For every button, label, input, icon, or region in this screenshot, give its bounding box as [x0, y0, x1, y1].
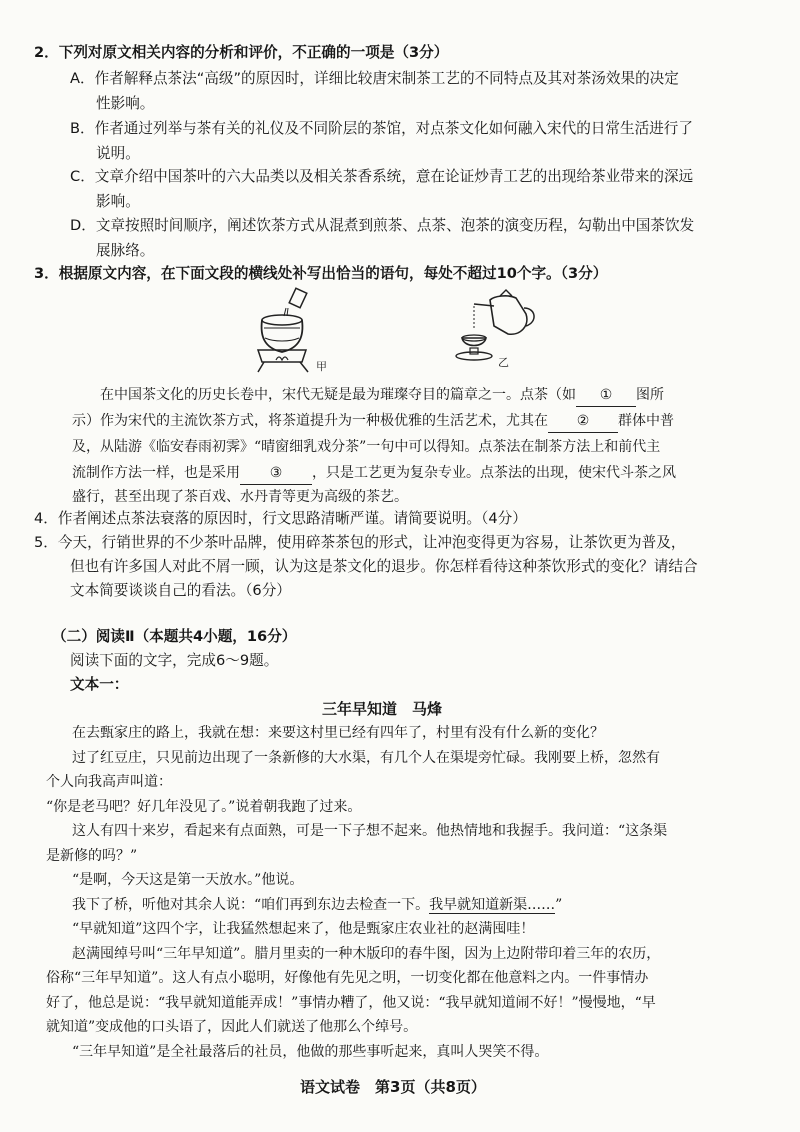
q2-option-d: D．文章按照时间顺序，阐述饮茶方式从混煮到煎茶、点茶、泡茶的演变历程，勾勒出中国茶饮发 — [70, 217, 695, 234]
ewer-icon — [474, 290, 534, 334]
story-paragraph-7: “早就知道”这四个字，让我猛然想起来了，他是甄家庄农业社的赵满囤哇！ — [72, 921, 535, 937]
q3-passage-text: 图所 — [636, 387, 664, 403]
tea-bowl-icon — [456, 335, 492, 360]
q2-option-c: C．文章介绍中国茶叶的六大品类以及相关茶香系统，意在论证炒青工艺的出现给茶业带来的深远 — [70, 168, 694, 185]
q3-passage-line-5: 盛行，甚至出现了茶百戏、水丹青等更为高级的茶艺。 — [72, 489, 408, 505]
story-paragraph-1: 在去甄家庄的路上，我就在想：来要这村里已经有四年了，村里有没有什么新的变化？ — [72, 725, 604, 741]
story-text: ” — [555, 897, 563, 913]
story-paragraph-4: 这人有四十来岁，看起来有点面熟，可是一下子想不起来。他热情地和我握手。我问道：“这条渠 — [72, 823, 668, 839]
story-paragraph-4-cont: 是新修的吗？” — [46, 848, 138, 864]
ewer-pouring-illustration — [450, 286, 550, 378]
tea-pot-stove-illustration — [250, 286, 350, 378]
q3-passage-text: 群体中普 — [618, 413, 674, 429]
section-instruction: 阅读下面的文字，完成6～9题。 — [70, 652, 279, 669]
q3-passage-text: 流制作方法一样，也是采用 — [72, 465, 240, 481]
text-one-label: 文本一： — [70, 676, 129, 693]
blank-2: ② — [548, 410, 618, 433]
q5-stem-line-2: 但也有许多国人对此不屑一顾，认为这是茶文化的退步。你怎样看待这种茶饮形式的变化？请结合 — [70, 558, 698, 575]
story-text: 我下了桥，听他对其余人说：“咱们再到东边去检查一下。 — [72, 897, 430, 913]
story-paragraph-8-cont-3: 就知道”变成他的口头语了，因此人们就送了他那么个绰号。 — [46, 1019, 418, 1035]
page-footer: 语文试卷 第3页（共8页） — [300, 1078, 486, 1096]
cooking-pot-icon — [262, 315, 303, 352]
story-paragraph-8-cont-1: 俗称“三年早知道”。这人有点小聪明，好像他有先见之明，一切变化都在他意料之内。一件事情办 — [46, 970, 649, 986]
q5-stem-line-3: 文本简要谈谈自己的看法。（6分） — [70, 582, 291, 599]
blank-1: ① — [576, 384, 636, 407]
q3-stem: 3．根据原文内容，在下面文段的横线处补写出恰当的语句，每处不超过10个字。（3分） — [34, 265, 608, 282]
story-paragraph-2-cont: 个人向我高声叫道： — [46, 774, 172, 790]
figure-label-a: 甲 — [316, 360, 327, 373]
q2-option-d-cont: 展脉络。 — [96, 242, 155, 259]
q5-stem-line-1: 5．今天，行销世界的不少茶叶品牌，使用碎茶茶包的形式，让冲泡变得更为容易，让茶饮更为普及， — [34, 534, 686, 551]
story-paragraph-8: 赵满囤绰号叫“三年早知道”。腊月里卖的一种木版印的春牛图，因为上边附带印着三年的农历， — [72, 946, 661, 962]
q2-option-c-cont: 影响。 — [96, 193, 140, 210]
story-paragraph-2: 过了红豆庄，只见前边出现了一条新修的大水渠，有几个人在渠堤旁忙碌。我刚要上桥，忽然有 — [72, 750, 660, 766]
story-paragraph-9: “三年早知道”是全社最落后的社员，他做的那些事听起来，真叫人哭笑不得。 — [72, 1044, 549, 1060]
q4-stem: 4．作者阐述点茶法衰落的原因时，行文思路清晰严谨。请简要说明。（4分） — [34, 510, 527, 527]
q2-option-a: A．作者解释点茶法“高级”的原因时，详细比较唐宋制茶工艺的不同特点及其对茶汤效果的决定 — [70, 70, 679, 87]
stove-fire-icon — [258, 350, 308, 372]
story-paragraph-6 — [72, 894, 562, 916]
tea-brick-icon — [284, 288, 307, 316]
story-paragraph-5: “是啊，今天这是第一天放水。”他说。 — [72, 872, 304, 888]
underlined-sentence: 我早就知道新渠…… — [429, 897, 556, 913]
q2-option-b-cont: 说明。 — [96, 145, 140, 162]
q3-passage-line-1 — [100, 384, 664, 407]
story-paragraph-8-cont-2: 好了，他总是说：“我早就知道能弄成！”事情办糟了，他又说：“我早就知道闹不好！”慢慢地，“早 — [46, 995, 656, 1011]
q3-passage-line-3: 及，从陆游《临安春雨初霁》“晴窗细乳戏分茶”一句中可以得知。点茶法在制茶方法上和前代主 — [72, 439, 661, 455]
q2-stem: 2．下列对原文相关内容的分析和评价，不正确的一项是（3分） — [34, 44, 449, 61]
q3-passage-text: 在中国茶文化的历史长卷中，宋代无疑是最为璀璨夺目的篇章之一。点茶（如 — [100, 387, 576, 403]
blank-3: ③ — [240, 462, 312, 485]
figure-label-b: 乙 — [498, 356, 509, 369]
story-title: 三年早知道 马烽 — [322, 700, 443, 718]
q3-passage-text: ，只是工艺更为复杂专业。点茶法的出现，使宋代斗茶之风 — [312, 465, 676, 481]
q2-option-a-cont: 性影响。 — [96, 95, 155, 112]
q3-passage-text: 示）作为宋代的主流饮茶方式，将茶道提升为一种极优雅的生活艺术，尤其在 — [72, 413, 548, 429]
q3-passage-line-2 — [72, 410, 674, 433]
section-heading: （二）阅读Ⅱ（本题共4小题，16分） — [52, 628, 297, 645]
q3-passage-line-4 — [72, 462, 676, 485]
story-paragraph-3: “你是老马吧？好几年没见了。”说着朝我跑了过来。 — [46, 799, 362, 815]
q2-option-b: B．作者通过列举与茶有关的礼仪及不同阶层的茶馆，对点茶文化如何融入宋代的日常生活进行了 — [70, 120, 693, 137]
